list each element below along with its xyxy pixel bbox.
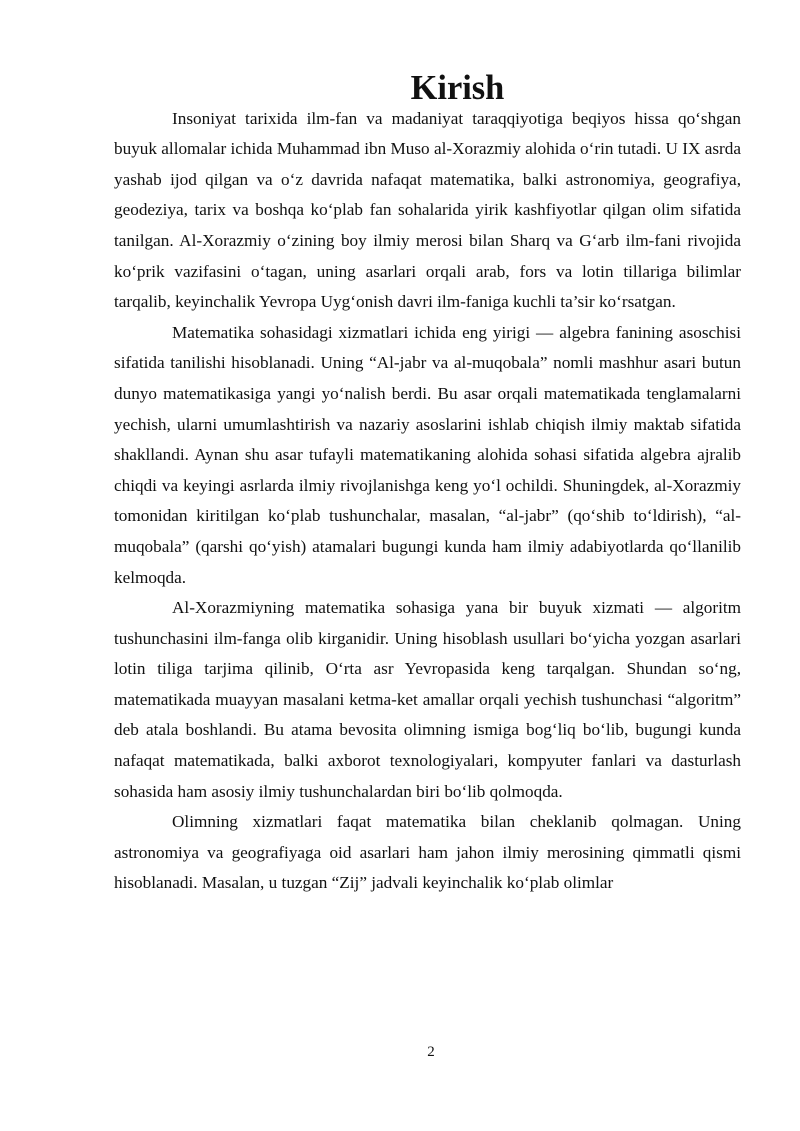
paragraph-algorithm: Al-Xorazmiyning matematika sohasiga yana bir buyuk xizmati — algoritm tushunchasini ilm-fanga olib kirganidir. Uning hisoblash usullari bo‘yicha yozgan asarlari lotin tiliga tarjima qilinib, O‘rta asr Yevropasida keng tarqalgan. Shundan so‘ng, matematikada muayyan masalani ketma-ket amallar orqali yechish tushunchasi “algoritm” deb atala boshlandi. Bu atama bevosita olimning ismiga bog‘liq bo‘lib, bugungi kunda nafaqat matematikada, balki axborot texnologiyalari, kompyuter fanlari va dasturlash sohasida ham asosiy ilmiy tushunchalardan biri bo‘lib qolmoqda.	[114, 598, 741, 801]
page-body	[114, 69, 741, 899]
paragraph-algebra: Matematika sohasidagi xizmatlari ichida eng yirigi — algebra fanining asoschisi sifatida tanilishi hisoblanadi. Uning “Al-jabr va al-muqobala” nomli mashhur asari butun dunyo matematikasiga yangi yo‘nalish berdi. Bu asar orqali matematikada tenglamalarni yechish, ularni umumlashtirish va nazariy asoslarini ishlab chiqish ilmiy maktab sifatida shakllandi. Aynan shu asar tufayli matematikaning alohida sohasi sifatida algebra ajralib chiqdi va keyingi asrlarda ilmiy rivojlanishga keng yo‘l ochildi. Shuningdek, al-Xorazmiy tomonidan kiritilgan ko‘plab tushunchalar, masalan, “al-jabr” (qo‘shib to‘ldirish), “al-muqobala” (qarshi qo‘yish) atamalari bugungi kunda ham ilmiy adabiyotlarda qo‘llanilib kelmoqda.	[114, 322, 741, 587]
paragraph-intro: Insoniyat tarixida ilm-fan va madaniyat taraqqiyotiga beqiyos hissa qo‘shgan buyuk allomalar ichida Muhammad ibn Muso al-Xorazmiy alohida o‘rin tutadi. U IX asrda yashab ijod qilgan va o‘z davrida nafaqat matematika, balki astronomiya, geografiya, geodeziya, tarix va boshqa ko‘plab fan sohalarida yirik kashfiyotlar qilgan olim sifatida tanilgan. Al-Xorazmiy o‘zining boy ilmiy merosi bilan Sharq va G‘arb ilm-fani rivojida ko‘prik vazifasini o‘tagan, uning asarlari orqali arab, fors va lotin tillariga bilimlar tarqalib, keyinchalik Yevropa Uyg‘onish davri ilm-faniga kuchli ta’sir ko‘rsatgan.	[114, 108, 741, 312]
page-title: Kirish	[410, 69, 505, 107]
paragraph-astronomy: Olimning xizmatlari faqat matematika bilan cheklanib qolmagan. Uning astronomiya va geografiyaga oid asarlari ham jahon ilmiy merosining qimmatli qismi hisoblanadi. Masalan, u tuzgan “Zij” jadvali keyinchalik ko‘plab olimlar	[114, 812, 741, 893]
page-number: 2	[427, 1044, 435, 1060]
